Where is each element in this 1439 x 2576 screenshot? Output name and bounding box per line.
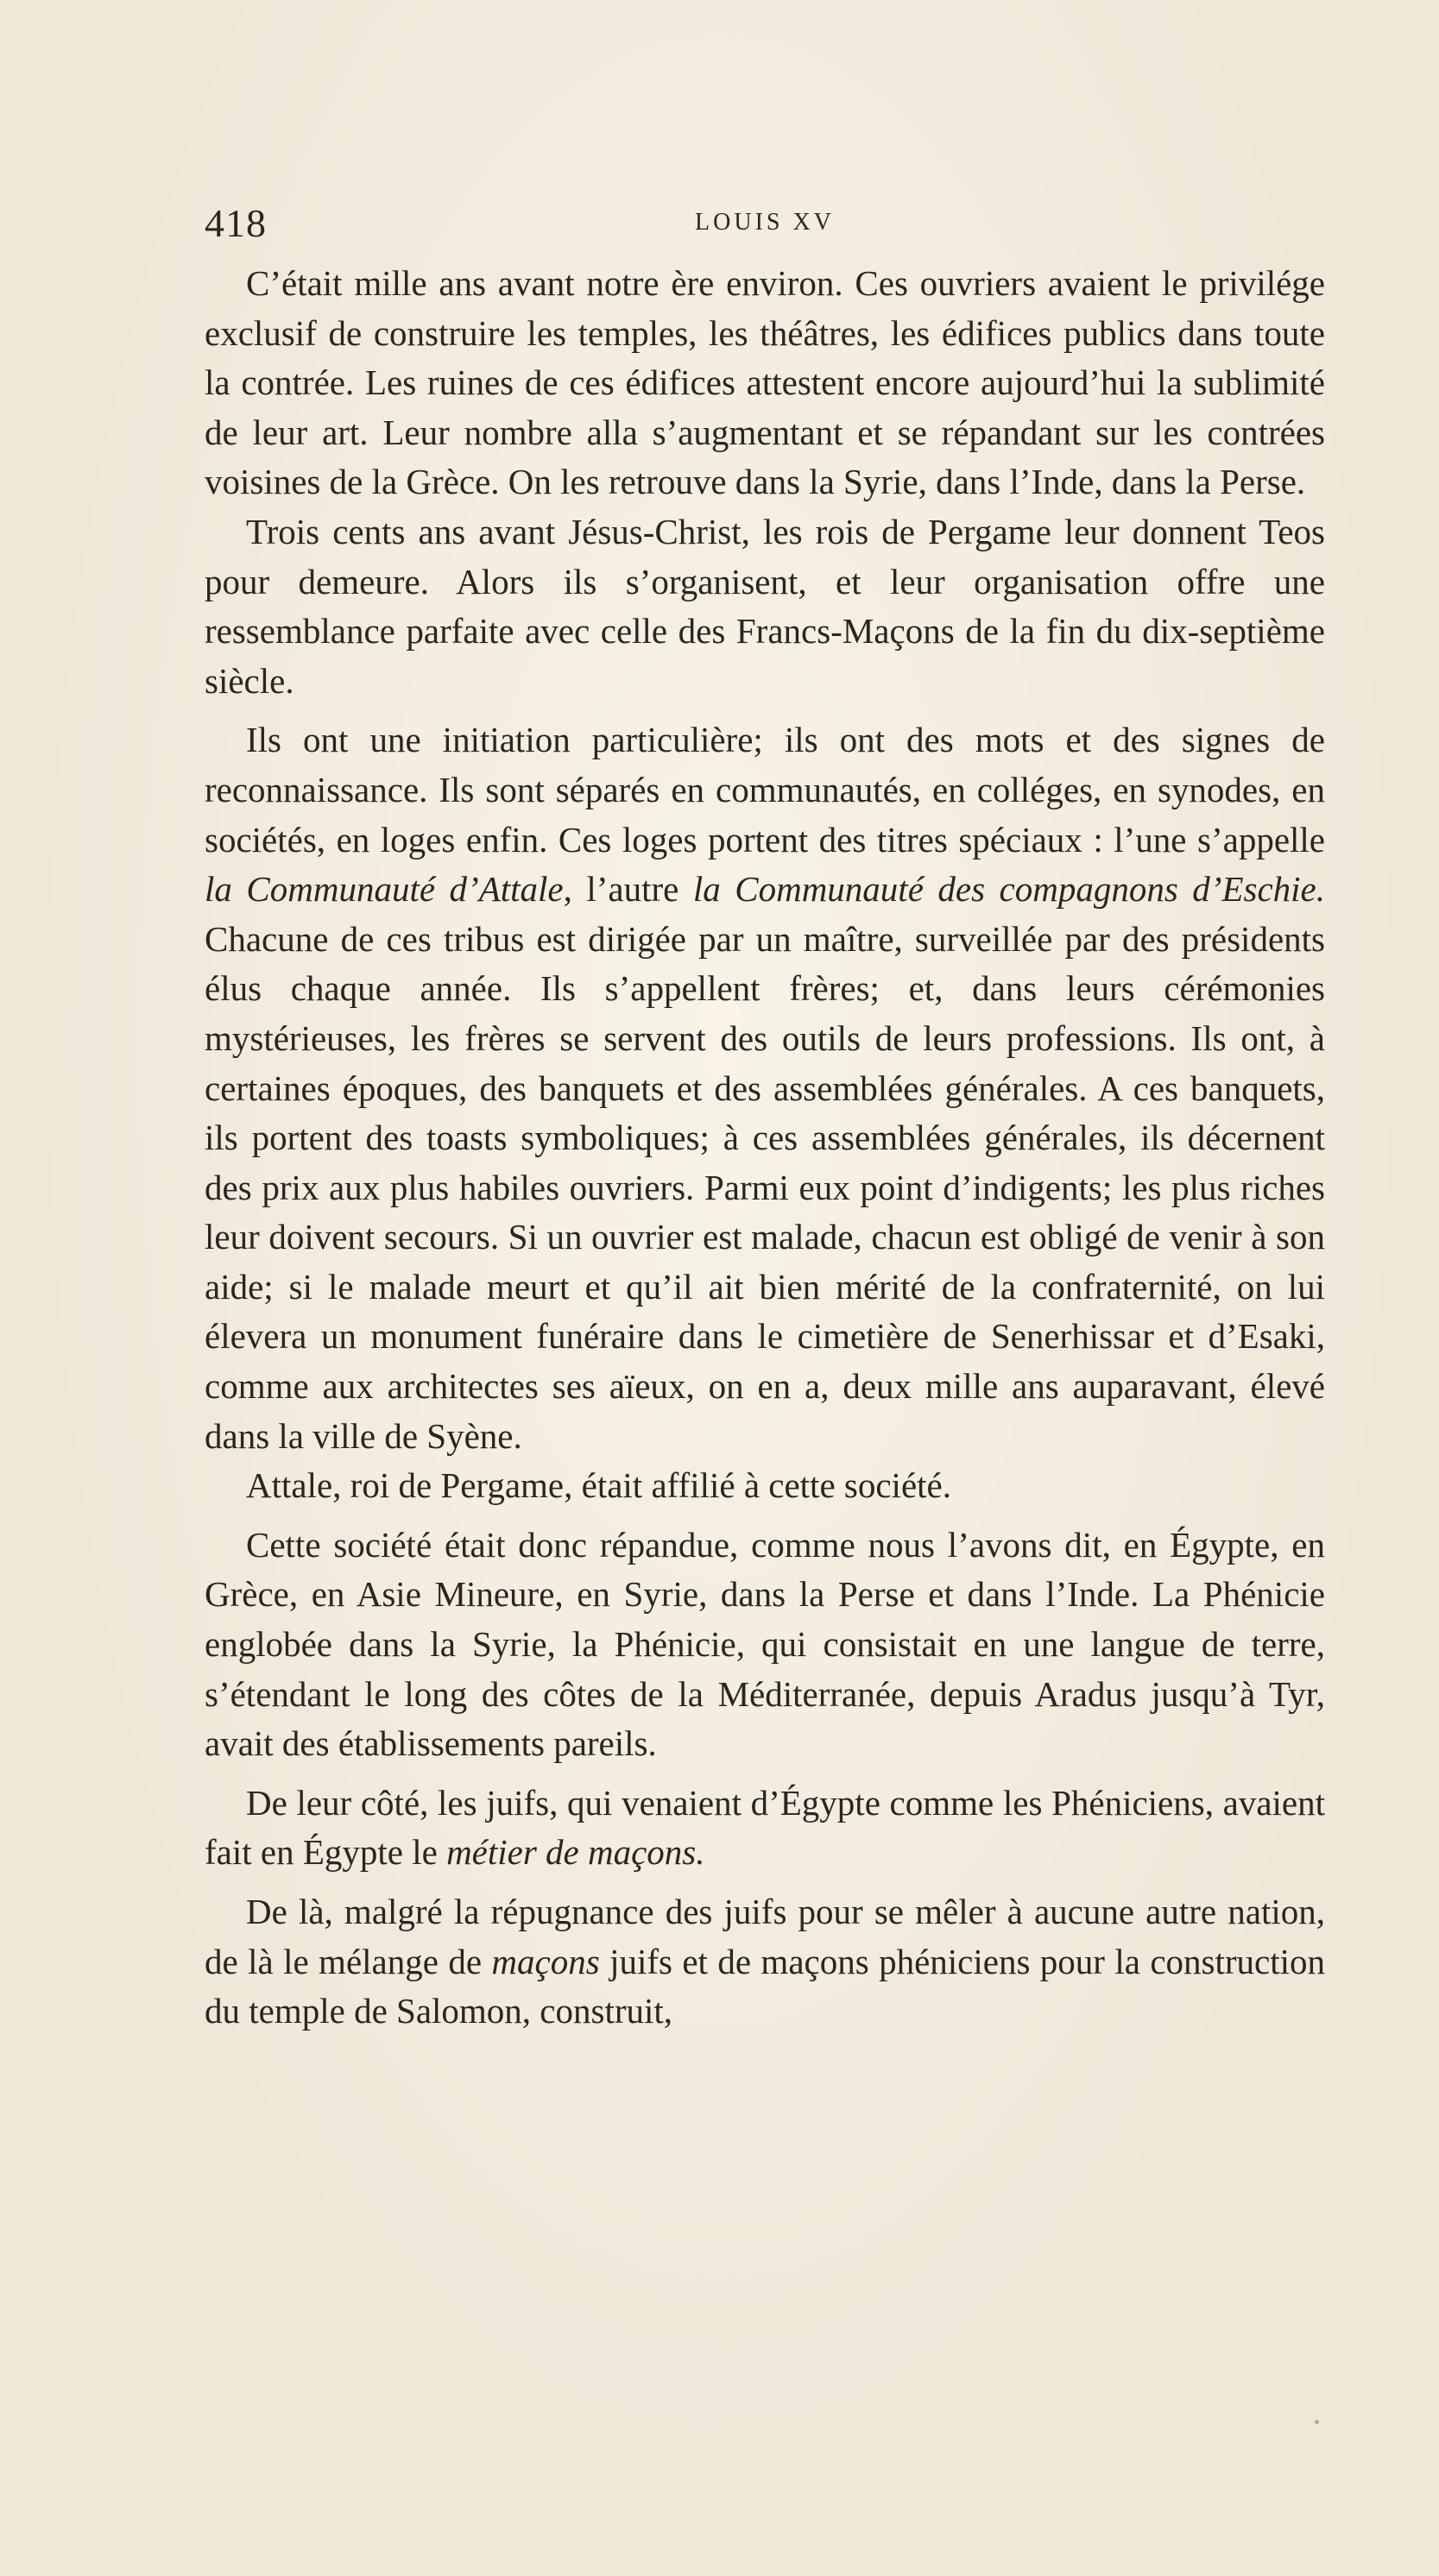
- paragraph-7: [205, 1887, 1325, 2037]
- paragraph-4: Attale, roi de Pergame, était affilié à cette société.: [246, 1465, 951, 1506]
- paragraph-5: Cette société était donc répandue, comme nous l’avons dit, en Égypte, en Grèce, en Asie Mineure, en Syrie, dans la Perse et dans l’Inde. La Phénicie englobée dans la Syrie, la Phénicie, qui consistait en une langue de terre, s’étendant le long des côtes de la Méditerranée, depuis Aradus jusqu’à Tyr, avait des établissements pareils.: [205, 1524, 1325, 1764]
- running-head: [205, 200, 1325, 252]
- paragraph-3-text-c: Chacune de ces tribus est dirigée par un maître, surveillée par des présidents élus chaque année. Ils s’appellent frères; et, dans leurs cérémonies mystérieuses, les frères se servent des outils de leurs professions. Ils ont, à certaines époques, des banquets et des assemblées générales. A ces banquets, ils portent des toasts symboliques; à ces assemblées générales, ils décernent des prix aux plus habiles ouvriers. Parmi eux point d’indigents; les plus riches leur doivent secours. Si un ouvrier est malade, chacun est obligé de venir à son aide; si le malade meurt et qu’il ait bien mérité de la confraternité, on lui élevera un monument funéraire dans le cimetière de Senerhissar et d’Esaki, comme aux architectes ses aïeux, on en a, deux mille ans auparavant, élevé dans la ville de Syène.: [205, 918, 1325, 1456]
- paragraph-3-italic-b: la Communauté des compagnons d’Eschie.: [692, 869, 1325, 910]
- paragraph-7-text-a: De là, malgré la répugnance des juifs pour se mêler à aucune autre nation, de là le mélange de: [205, 1892, 1325, 1981]
- body-text: [205, 259, 1325, 2037]
- page-number: 418: [205, 201, 267, 245]
- paragraph-2: Trois cents ans avant Jésus-Christ, les rois de Pergame leur donnent Teos pour demeure. Alors ils s’organisent, et leur organisation offre une ressemblance parfaite avec celle des Francs-Maçons de la fin du dix-septième siècle.: [205, 511, 1325, 701]
- running-title: LOUIS XV: [695, 209, 835, 236]
- paragraph-6: [205, 1779, 1325, 1878]
- paragraph-3-text-b: , l’autre: [563, 869, 693, 910]
- paragraph-3-italic-a: la Communauté d’Attale: [205, 869, 564, 910]
- paragraph-1: C’était mille ans avant notre ère environ. Ces ouvriers avaient le privilége exclusif de construire les temples, les théâtres, les édifices publics dans toute la contrée. Les ruines de ces édifices attestent encore aujourd’hui la sublimité de leur art. Leur nombre alla s’augmentant et se répandant sur les contrées voisines de la Grèce. On les retrouve dans la Syrie, dans l’Inde, dans la Perse.: [205, 263, 1325, 502]
- paragraph-3: [205, 715, 1325, 1461]
- paragraph-6-text: De leur côté, les juifs, qui venaient d’Égypte comme les Phéniciens, avaient fait en Égypte le: [205, 1782, 1325, 1873]
- paragraph-7-italic: maçons: [491, 1941, 600, 1981]
- paragraph-3-text-a: Ils ont une initiation particulière; ils ont des mots et des signes de reconnaissance. Ils sont séparés en communautés, en colléges, en synodes, en sociétés, en loges enfin. Ces loges portent des titres spéciaux : l’une s’appelle: [205, 720, 1325, 860]
- paper-speck: [1315, 2420, 1319, 2424]
- paragraph-7-text-b: juifs et de maçons phéniciens pour la construction du temple de Salomon, construit,: [205, 1941, 1326, 2031]
- paragraph-6-italic: métier de maçons.: [446, 1832, 705, 1873]
